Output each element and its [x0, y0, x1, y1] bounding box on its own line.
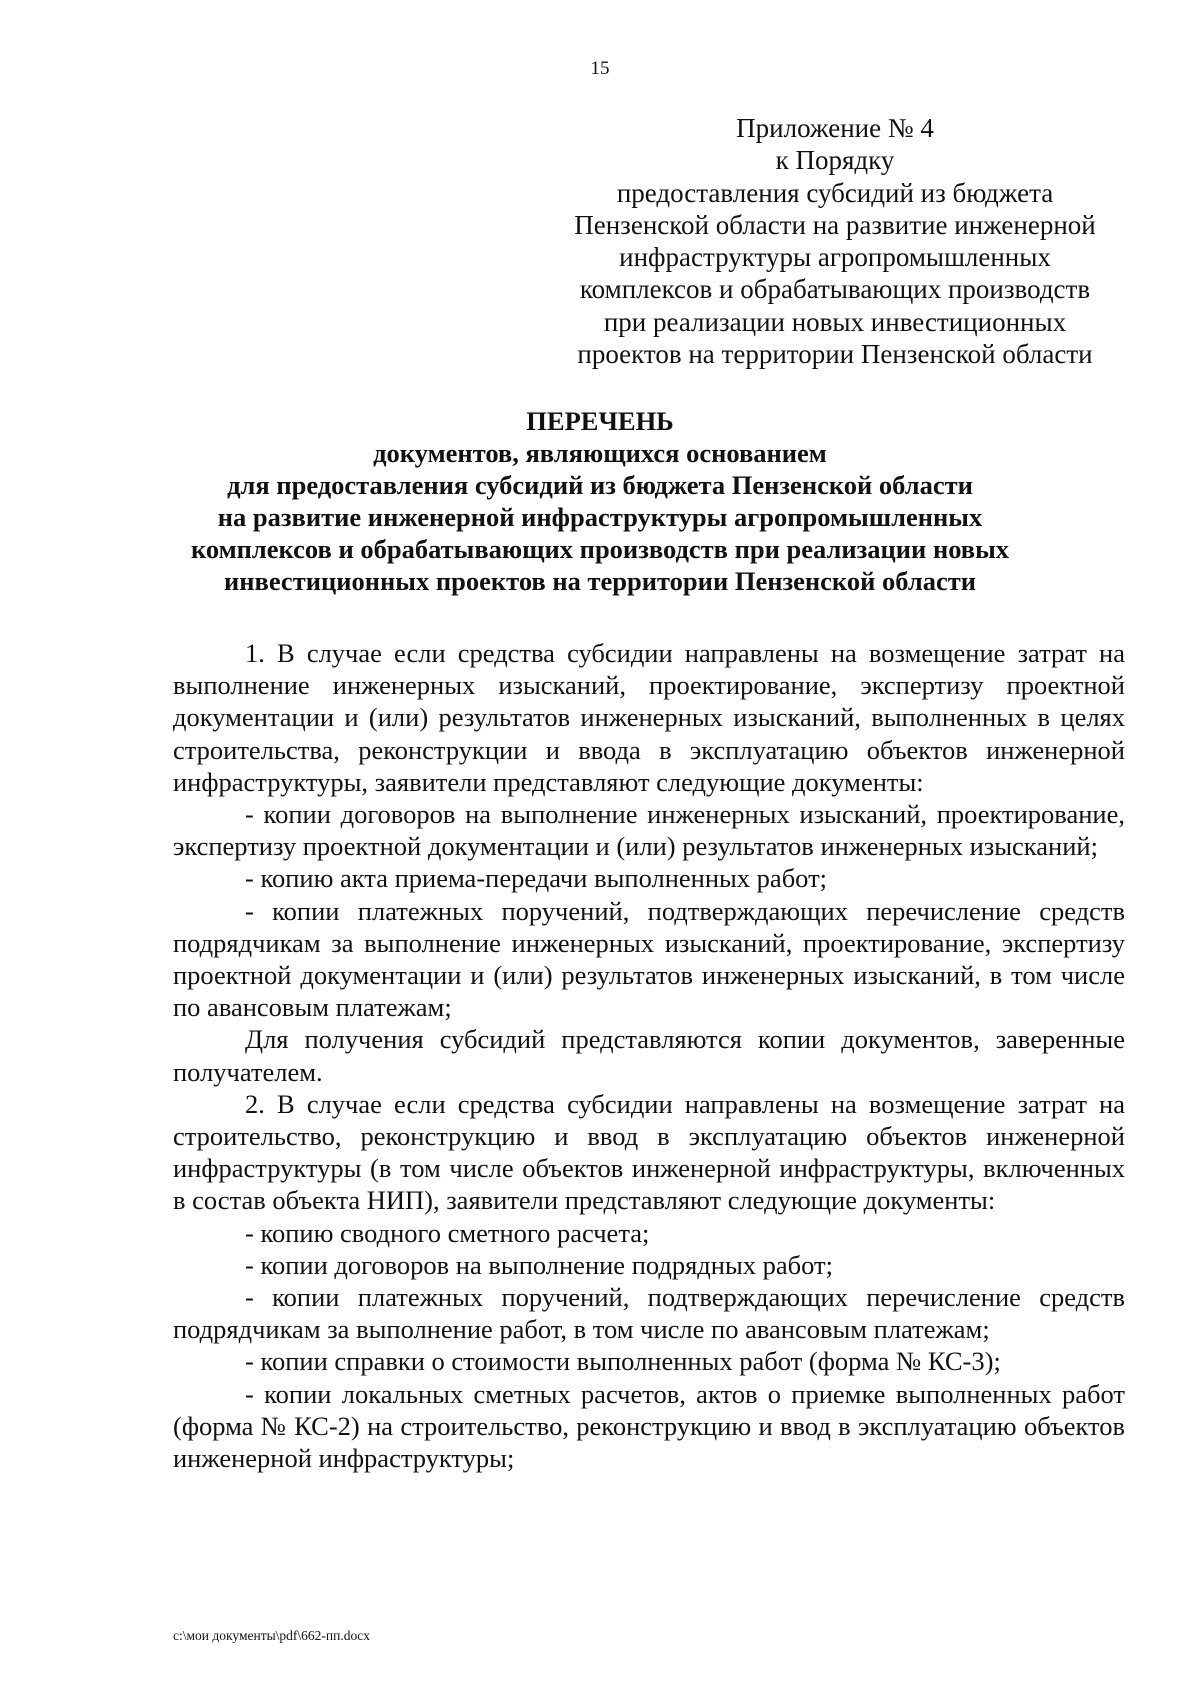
heading-line: инвестиционных проектов на территории Пензенской области [224, 566, 976, 596]
annex-line: при реализации новых инвестиционных [603, 306, 1067, 337]
heading-line: на развитие инженерной инфраструктуры агропромышленных [217, 502, 983, 532]
annex-line: инфраструктуры агропромышленных [619, 242, 1051, 273]
list-item: - копии договоров на выполнение подрядных работ; [245, 1249, 833, 1280]
list-item: - копии локальных сметных расчетов, актов о приемке выполненных работ (форма № КС-2) на строительство, реконструкцию и ввод в эксплуатацию объектов инженерной инфраструктуры; [173, 1378, 1125, 1474]
list-item: - копии платежных поручений, подтверждающих перечисление средств подрядчикам за выполнение работ, в том числе по авансовым платежам; [173, 1282, 1125, 1345]
heading-line: комплексов и обрабатывающих производств при реализации новых [190, 534, 1010, 564]
annex-line: предоставления субсидий из бюджета [616, 177, 1054, 208]
annex-line: Приложение № 4 [736, 113, 934, 143]
paragraph: Для получения субсидий представляются копии документов, заверенные получателем. [173, 1024, 1125, 1087]
footer-file-path: c:\мои документы\pdf\662-пп.docx [173, 1628, 370, 1643]
annex-line: проектов на территории Пензенской области [577, 339, 1093, 370]
paragraph: 1. В случае если средства субсидии направлены на возмещение затрат на выполнение инженерных изысканий, проектирование, экспертизу проектной документации и (или) результатов инженерных изысканий, выполненных в целях строительства, реконструкции и ввода в эксплуатацию объектов инженерной инфраструктуры, заявители представляют следующие документы: [173, 638, 1125, 797]
document-body [173, 637, 1125, 1474]
list-item: - копии платежных поручений, подтверждающих перечисление средств подрядчикам за выполнение инженерных изысканий, проектирование, экспертизу проектной документации и (или) результатов инженерных изысканий, в том числе по авансовым платежам; [173, 895, 1125, 1023]
list-item: - копии договоров на выполнение инженерных изысканий, проектирование, экспертизу проектной документации и (или) результатов инженерных изысканий; [173, 799, 1125, 862]
annex-header [555, 112, 1115, 370]
list-item: - копию сводного сметного расчета; [245, 1217, 650, 1248]
heading-line: для предоставления субсидий из бюджета Пензенской области [227, 470, 973, 500]
page-number: 15 [590, 58, 610, 79]
document-heading [100, 405, 1100, 597]
list-item: - копию акта приема-передачи выполненных работ; [245, 863, 828, 894]
list-item: - копии справки о стоимости выполненных работ (форма № КС-3); [245, 1346, 1001, 1377]
heading-title: ПЕРЕЧЕНЬ [526, 406, 674, 436]
annex-line: Пензенской области на развитие инженерной [574, 209, 1096, 240]
annex-line: к Порядку [775, 145, 895, 176]
annex-line: комплексов и обрабатывающих производств [579, 274, 1091, 305]
paragraph: 2. В случае если средства субсидии направлены на возмещение затрат на строительство, реконструкцию и ввод в эксплуатацию объектов инженерной инфраструктуры (в том числе объектов инженерной инфраструктуры, включенных в состав объекта НИП), заявители представляют следующие документы: [173, 1088, 1125, 1216]
heading-line: документов, являющихся основанием [373, 438, 827, 468]
